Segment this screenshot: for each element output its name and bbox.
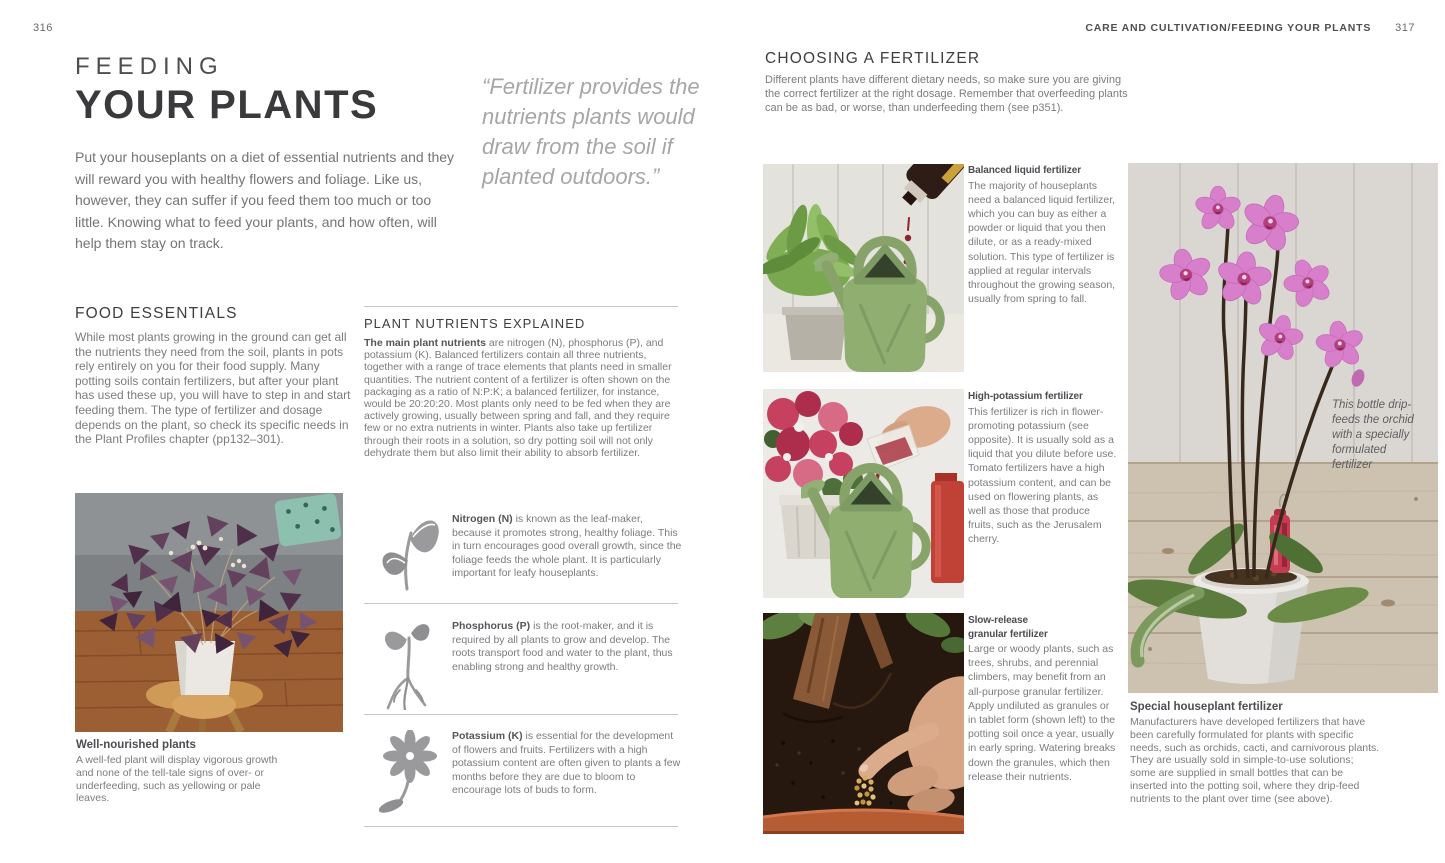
nitrogen-body: is known as the leaf-maker, because it promotes strong, healthy foliage. This in turn encourages good overall growth, since the foliage feeds the whole plant. It is particularly important for leafy houseplants. (452, 513, 682, 579)
potassium-body: is essential for the development of flowers and fruits. Fertilizers with a high potassium content are often given to plants a few months before they are due to bloom to encourage lots of buds to form. (452, 730, 681, 796)
leaf-icon (364, 513, 452, 591)
balanced-liquid-fertilizer-photo (763, 164, 964, 372)
page-number-left: 316 (33, 22, 53, 34)
teal-cushion (274, 493, 342, 547)
nitrogen-text (452, 513, 682, 591)
entry-slow-release-title: Slow-release granular fertilizer (968, 615, 1048, 640)
special-fertilizer-caption (1130, 700, 1382, 806)
rule-after-potassium (364, 826, 678, 827)
entry-balanced-body: The majority of houseplants need a balanced liquid fertilizer, which you can buy as either a powder or liquid that you then dilute, or as a ready-mixed solution. This type of fertilizer is applied at regular intervals throughout the growing season, usually from spring to fall. (968, 179, 1116, 306)
entry-high-potassium (968, 390, 1118, 547)
nutrients-intro (364, 337, 682, 459)
red-canister (931, 473, 964, 583)
page-number-right: 317 (1395, 22, 1415, 34)
food-essentials-section (75, 305, 351, 447)
oxalis-caption-body: A well-fed plant will display vigorous growth and none of the tell-tale signs of over- or underfeeding, such as yellowing or pale leaves. (76, 754, 278, 805)
nutrient-item-potassium (364, 730, 682, 814)
running-header-text: CARE AND CULTIVATION/FEEDING YOUR PLANTS (1085, 22, 1372, 34)
oxalis-plant-photo (75, 493, 343, 732)
rule-after-nitrogen (364, 603, 678, 604)
oxalis-caption (76, 738, 284, 805)
fertilizer-drip (908, 218, 909, 230)
orchid-annotation: This bottle drip-feeds the orchid with a specially formulated fertilizer (1332, 399, 1414, 471)
choosing-heading: CHOOSING A FERTILIZER (765, 50, 981, 67)
phosphorus-text (452, 620, 682, 710)
nutrients-intro-lead: The main plant nutrients (364, 337, 486, 349)
entry-slow-release (968, 614, 1118, 784)
nutrient-item-nitrogen (364, 513, 682, 591)
choosing-section (765, 50, 1137, 115)
special-caption-title: Special houseplant fertilizer (1130, 701, 1283, 713)
potassium-text (452, 730, 682, 814)
oxalis-caption-title: Well-nourished plants (76, 739, 196, 751)
flower-icon (364, 730, 452, 814)
choosing-body: Different plants have different dietary needs, so make sure you are giving the correct fertilizer at the right dosage. Remember that overfeeding plants can be as bad, or worse, than underfeeding them (see p351). (765, 74, 1128, 114)
sprout-roots-icon (364, 620, 452, 710)
running-header (1085, 22, 1415, 34)
high-potassium-fertilizer-photo (763, 389, 964, 598)
entry-balanced-title: Balanced liquid fertilizer (968, 165, 1081, 176)
intro-paragraph: Put your houseplants on a diet of essential nutrients and they will reward you with healthy flowers and foliage. Like us, however, they can suffer if you feed them too much or too little. Knowing what to feed your plants, and how often, will help them stay on track. (75, 149, 455, 251)
nutrients-intro-rest: are nitrogen (N), phosphorus (P), and potassium (K). Balanced fertilizers contain all three nutrients, together with a range of trace elements that plants need in smaller quantities. The nutrient content of a fertilizer is often shown on the packaging as a ratio of N:P:K; a balanced fertilizer, for instance, would be 20:20:20. Most plants only need to be fed when they are actively growing, usually between spring and fall, and they require few or no extra nutrients in winter. Plants also take up fertilizer through their roots in a solution, so dry potting soil will not only dehydrate them but also limit their ability to absorb fertilizer. (364, 337, 672, 459)
phosphorus-term: Phosphorus (P) (452, 620, 531, 632)
nutrient-item-phosphorus (364, 620, 682, 710)
potassium-term: Potassium (K) (452, 730, 523, 742)
orchid-pot (1193, 568, 1309, 684)
rule-nutrients-top (364, 306, 678, 307)
white-pot (175, 641, 235, 695)
nutrients-heading: PLANT NUTRIENTS EXPLAINED (364, 316, 586, 331)
entry-potassium-title: High-potassium fertilizer (968, 391, 1083, 402)
rule-after-phosphorus (364, 714, 678, 715)
page-title-line2: YOUR PLANTS (75, 83, 379, 127)
page-title-line1: FEEDING (75, 53, 224, 80)
food-essentials-body: While most plants growing in the ground can get all the nutrients they need from the soil, plants in pots rely entirely on you for their food supply. Many potting soils contain fertilizers, but after your plant has used these up, you will have to step in and start feeding them. The type of fertilizer and dosage depends on the plant, so check its specific needs in the Plant Profiles chapter (pp132–301). (75, 330, 351, 447)
entry-potassium-body: This fertilizer is rich in flower-promoting potassium (see opposite). It is usually sold as a liquid that you dilute before use. Tomato fertilizers have a high potassium content, and can be used on flowering plants, as well as those that produce fruits, such as the Jerusalem cherry. (968, 405, 1117, 546)
special-caption-body: Manufacturers have developed fertilizers that have been carefully formulated for plants with specific needs, such as orchids, cacti, and carnivorous plants. They are usually sold in simple-to-use solutions; some are supplied in small bottles that can be inserted into the potting soil, where they drip-feed nutrients to the plant over time (see above). (1130, 716, 1380, 805)
entry-balanced-liquid (968, 164, 1118, 306)
fern-pot (785, 312, 847, 360)
oxalis-photo-art (75, 493, 343, 732)
slow-release-granular-photo (763, 613, 964, 834)
entry-slow-release-body: Large or woody plants, such as trees, shrubs, and perennial climbers, may benefit from an all-purpose granular fertilizer. Apply undiluted as granules or in tablet form (shown left) to the potting soil once a year, usually in early spring. Watering breaks down the granules, which then release their nutrients. (968, 643, 1116, 783)
food-essentials-heading: FOOD ESSENTIALS (75, 305, 238, 322)
nitrogen-term: Nitrogen (N) (452, 513, 513, 525)
pull-quote: “Fertilizer provides the nutrients plants would draw from the soil if planted outdoors.” (482, 74, 700, 189)
terracotta-pot-rim (763, 810, 964, 834)
nutrients-section (364, 316, 682, 459)
page-title (75, 53, 378, 128)
phosphorus-body: is the root-maker, and it is required by all plants to grow and develop. The roots transport food and water to the plant, thus enabling strong and healthy growth. (452, 620, 673, 673)
